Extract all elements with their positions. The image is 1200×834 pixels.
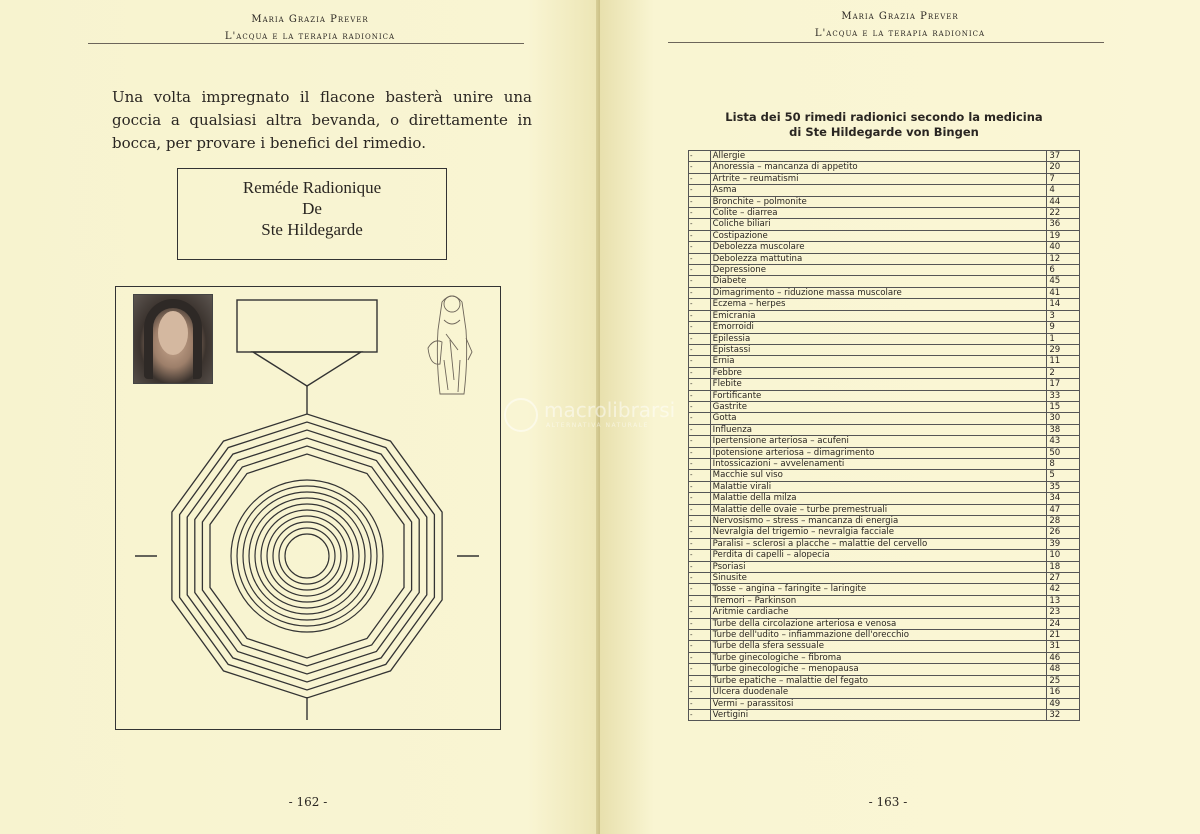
table-row	[689, 527, 1080, 538]
remedy-name: Tremori – Parkinson	[710, 595, 1047, 606]
row-marker: -	[689, 424, 711, 435]
box-title-line-1: Reméde Radionique	[242, 178, 382, 197]
table-row	[689, 173, 1080, 184]
remedy-code: 48	[1047, 664, 1080, 675]
remedy-code: 32	[1047, 709, 1080, 720]
table-row	[689, 664, 1080, 675]
row-marker: -	[689, 504, 711, 515]
chart-concentric-circle	[273, 522, 341, 590]
row-marker: -	[689, 162, 711, 173]
row-marker: -	[689, 709, 711, 720]
remedy-name: Malattie virali	[710, 481, 1047, 492]
remedy-name: Turbe della sfera sessuale	[710, 641, 1047, 652]
table-title-line-1: Lista dei 50 rimedi radionici secondo la medicina	[725, 110, 1043, 124]
row-marker: -	[689, 550, 711, 561]
remedy-name: Eczema – herpes	[710, 299, 1047, 310]
chart-concentric-circle	[285, 534, 329, 578]
table-row	[689, 470, 1080, 481]
remedy-code: 37	[1047, 151, 1080, 162]
remedy-code: 1	[1047, 333, 1080, 344]
row-marker: -	[689, 219, 711, 230]
remedy-name: Nervosismo – stress – mancanza di energia	[710, 516, 1047, 527]
row-marker: -	[689, 151, 711, 162]
remedy-code: 49	[1047, 698, 1080, 709]
row-marker: -	[689, 607, 711, 618]
table-row	[689, 196, 1080, 207]
row-marker: -	[689, 185, 711, 196]
remedy-code: 23	[1047, 607, 1080, 618]
table-row	[689, 253, 1080, 264]
remedy-code: 24	[1047, 618, 1080, 629]
remedy-code: 11	[1047, 356, 1080, 367]
chart-concentric-circle	[237, 486, 377, 626]
box-title-line-2: De	[302, 199, 322, 218]
remedy-name: Fortificante	[710, 390, 1047, 401]
chart-decagon-ring	[172, 414, 442, 698]
remedy-name: Sinusite	[710, 573, 1047, 584]
row-marker: -	[689, 230, 711, 241]
chart-decagon-ring	[180, 422, 435, 690]
table-row	[689, 538, 1080, 549]
remedy-code: 30	[1047, 413, 1080, 424]
row-marker: -	[689, 333, 711, 344]
remedy-code: 27	[1047, 573, 1080, 584]
remedy-name: Artrite – reumatismi	[710, 173, 1047, 184]
remedy-name: Turbe epatiche – malattie del fegato	[710, 675, 1047, 686]
row-marker: -	[689, 664, 711, 675]
remedy-name: Malattie delle ovaie – turbe premestruali	[710, 504, 1047, 515]
row-marker: -	[689, 356, 711, 367]
table-row	[689, 356, 1080, 367]
row-marker: -	[689, 436, 711, 447]
table-row	[689, 151, 1080, 162]
remedy-code: 9	[1047, 322, 1080, 333]
chart-concentric-circle	[243, 492, 371, 620]
remedy-code: 10	[1047, 550, 1080, 561]
watermark-logo-icon	[504, 398, 538, 432]
table-row	[689, 550, 1080, 561]
remedy-code: 35	[1047, 481, 1080, 492]
chart-decagon-ring	[195, 438, 419, 674]
table-row	[689, 687, 1080, 698]
table-row	[689, 208, 1080, 219]
remedy-code: 12	[1047, 253, 1080, 264]
running-header-title: L'acqua e la terapia radionica	[224, 31, 396, 42]
table-row	[689, 641, 1080, 652]
remedy-name: Bronchite – polmonite	[710, 196, 1047, 207]
table-row	[689, 652, 1080, 663]
remedy-name: Aritmie cardiache	[710, 607, 1047, 618]
row-marker: -	[689, 516, 711, 527]
remedy-name: Turbe della circolazione arteriosa e venosa	[710, 618, 1047, 629]
chart-funnel-triangle	[253, 352, 361, 386]
table-row	[689, 573, 1080, 584]
page-number-left: - 162 -	[288, 795, 328, 809]
table-row	[689, 379, 1080, 390]
row-marker: -	[689, 652, 711, 663]
remedy-name: Macchie sul viso	[710, 470, 1047, 481]
remedy-name: Coliche biliari	[710, 219, 1047, 230]
table-row	[689, 287, 1080, 298]
table-row	[689, 413, 1080, 424]
chart-top-rectangle	[237, 300, 377, 352]
hildegarde-portrait-image	[133, 294, 213, 384]
table-row	[689, 436, 1080, 447]
remedy-name: Flebite	[710, 379, 1047, 390]
remedies-table	[688, 150, 1080, 721]
page-number-right: - 163 -	[868, 795, 908, 809]
remedy-name: Psoriasi	[710, 561, 1047, 572]
remedy-name: Costipazione	[710, 230, 1047, 241]
table-row	[689, 390, 1080, 401]
table-row	[689, 424, 1080, 435]
remedy-name: Vermi – parassitosi	[710, 698, 1047, 709]
row-marker: -	[689, 173, 711, 184]
remedy-name: Turbe ginecologiche – menopausa	[710, 664, 1047, 675]
chart-concentric-circle	[255, 504, 359, 608]
remedy-name: Ernia	[710, 356, 1047, 367]
table-row	[689, 242, 1080, 253]
remedy-code: 4	[1047, 185, 1080, 196]
remedy-code: 8	[1047, 458, 1080, 469]
row-marker: -	[689, 584, 711, 595]
remedy-name: Asma	[710, 185, 1047, 196]
row-marker: -	[689, 401, 711, 412]
row-marker: -	[689, 253, 711, 264]
remedy-code: 19	[1047, 230, 1080, 241]
row-marker: -	[689, 538, 711, 549]
table-row	[689, 618, 1080, 629]
row-marker: -	[689, 687, 711, 698]
table-row	[689, 344, 1080, 355]
remedy-name: Ulcera duodenale	[710, 687, 1047, 698]
row-marker: -	[689, 481, 711, 492]
table-row	[689, 367, 1080, 378]
remedy-name: Gotta	[710, 413, 1047, 424]
table-row	[689, 698, 1080, 709]
table-row	[689, 481, 1080, 492]
table-row	[689, 561, 1080, 572]
header-rule	[668, 42, 1104, 43]
table-row	[689, 493, 1080, 504]
remedy-name: Debolezza mattutina	[710, 253, 1047, 264]
remedy-name: Colite – diarrea	[710, 208, 1047, 219]
table-row	[689, 709, 1080, 720]
body-paragraph: Una volta impregnato il flacone basterà unire una goccia a qualsiasi altra bevanda, o direttamente in bocca, per provare i benefici del rimedio.	[112, 88, 532, 152]
running-header-title: L'acqua e la terapia radionica	[814, 28, 986, 39]
chart-concentric-circle	[279, 528, 335, 584]
remedy-code: 20	[1047, 162, 1080, 173]
row-marker: -	[689, 413, 711, 424]
table-row	[689, 185, 1080, 196]
table-row	[689, 333, 1080, 344]
row-marker: -	[689, 698, 711, 709]
remedy-name: Nevralgia del trigemio – nevralgia facciale	[710, 527, 1047, 538]
header-rule	[88, 43, 524, 44]
row-marker: -	[689, 208, 711, 219]
remedy-code: 18	[1047, 561, 1080, 572]
remedy-code: 39	[1047, 538, 1080, 549]
row-marker: -	[689, 493, 711, 504]
table-row	[689, 458, 1080, 469]
remedy-name: Paralisi – sclerosi a placche – malattie del cervello	[710, 538, 1047, 549]
remedy-code: 17	[1047, 379, 1080, 390]
remedy-code: 26	[1047, 527, 1080, 538]
remedy-name: Emorroidi	[710, 322, 1047, 333]
table-row	[689, 322, 1080, 333]
table-row	[689, 607, 1080, 618]
row-marker: -	[689, 447, 711, 458]
chart-concentric-circle	[231, 480, 383, 632]
table-row	[689, 310, 1080, 321]
remedy-name: Ipotensione arteriosa – dimagrimento	[710, 447, 1047, 458]
remedy-name: Influenza	[710, 424, 1047, 435]
table-row	[689, 265, 1080, 276]
remedy-code: 5	[1047, 470, 1080, 481]
table-row	[689, 299, 1080, 310]
table-row	[689, 516, 1080, 527]
remedy-code: 7	[1047, 173, 1080, 184]
row-marker: -	[689, 458, 711, 469]
remedy-name: Depressione	[710, 265, 1047, 276]
portrait-veil	[144, 299, 202, 379]
remedy-name: Febbre	[710, 367, 1047, 378]
remedy-name: Intossicazioni – avvelenamenti	[710, 458, 1047, 469]
row-marker: -	[689, 322, 711, 333]
remedy-code: 42	[1047, 584, 1080, 595]
row-marker: -	[689, 595, 711, 606]
remedy-name: Turbe ginecologiche – fibroma	[710, 652, 1047, 663]
chart-decagon-ring	[202, 446, 411, 666]
remedy-code: 22	[1047, 208, 1080, 219]
remedies-table-title	[688, 110, 1080, 140]
table-row	[689, 595, 1080, 606]
remedy-name: Emicrania	[710, 310, 1047, 321]
row-marker: -	[689, 310, 711, 321]
remedy-code: 13	[1047, 595, 1080, 606]
table-row	[689, 162, 1080, 173]
remedy-code: 28	[1047, 516, 1080, 527]
chart-decagon-ring	[210, 454, 404, 658]
table-row	[689, 675, 1080, 686]
row-marker: -	[689, 618, 711, 629]
row-marker: -	[689, 344, 711, 355]
row-marker: -	[689, 561, 711, 572]
running-header-author: Maria Grazia Prever	[251, 14, 369, 25]
table-row	[689, 447, 1080, 458]
watermark-tagline: ALTERNATIVA NATURALE	[546, 422, 649, 429]
remedy-code: 3	[1047, 310, 1080, 321]
remedy-code: 6	[1047, 265, 1080, 276]
remedy-code: 15	[1047, 401, 1080, 412]
row-marker: -	[689, 527, 711, 538]
remedy-code: 45	[1047, 276, 1080, 287]
remedy-code: 34	[1047, 493, 1080, 504]
remedy-name: Epilessia	[710, 333, 1047, 344]
box-title-line-3: Ste Hildegarde	[261, 220, 363, 239]
table-row	[689, 230, 1080, 241]
remedy-name: Anoressia – mancanza di appetito	[710, 162, 1047, 173]
table-row	[689, 630, 1080, 641]
remedy-code: 41	[1047, 287, 1080, 298]
row-marker: -	[689, 265, 711, 276]
chart-concentric-circle	[261, 510, 353, 602]
remedy-code: 46	[1047, 652, 1080, 663]
table-row	[689, 401, 1080, 412]
table-row	[689, 504, 1080, 515]
remedy-name: Turbe dell'udito – infiammazione dell'orecchio	[710, 630, 1047, 641]
row-marker: -	[689, 299, 711, 310]
remedy-name: Tosse – angina – faringite – laringite	[710, 584, 1047, 595]
remedy-name: Vertigini	[710, 709, 1047, 720]
remedy-code: 25	[1047, 675, 1080, 686]
table-row	[689, 276, 1080, 287]
remedy-code: 31	[1047, 641, 1080, 652]
remedy-name: Epistassi	[710, 344, 1047, 355]
remedy-name: Malattie della milza	[710, 493, 1047, 504]
remedy-title-box	[177, 168, 447, 260]
remedy-name: Debolezza muscolare	[710, 242, 1047, 253]
row-marker: -	[689, 276, 711, 287]
running-header-author: Maria Grazia Prever	[841, 11, 959, 22]
table-title-line-2: di Ste Hildegarde von Bingen	[789, 125, 979, 139]
remedy-name: Dimagrimento – riduzione massa muscolare	[710, 287, 1047, 298]
row-marker: -	[689, 675, 711, 686]
remedy-code: 21	[1047, 630, 1080, 641]
remedy-name: Ipertensione arteriosa – acufeni	[710, 436, 1047, 447]
remedy-code: 2	[1047, 367, 1080, 378]
table-row	[689, 219, 1080, 230]
remedy-name: Diabete	[710, 276, 1047, 287]
remedy-code: 33	[1047, 390, 1080, 401]
remedy-code: 47	[1047, 504, 1080, 515]
remedy-code: 38	[1047, 424, 1080, 435]
row-marker: -	[689, 470, 711, 481]
remedy-name: Perdita di capelli – alopecia	[710, 550, 1047, 561]
row-marker: -	[689, 390, 711, 401]
remedy-code: 43	[1047, 436, 1080, 447]
row-marker: -	[689, 196, 711, 207]
row-marker: -	[689, 367, 711, 378]
hildegarde-statue-drawing	[420, 290, 482, 400]
remedy-code: 29	[1047, 344, 1080, 355]
row-marker: -	[689, 573, 711, 584]
remedy-code: 36	[1047, 219, 1080, 230]
row-marker: -	[689, 641, 711, 652]
row-marker: -	[689, 630, 711, 641]
remedy-code: 44	[1047, 196, 1080, 207]
publisher-watermark	[500, 396, 720, 440]
row-marker: -	[689, 242, 711, 253]
remedy-code: 50	[1047, 447, 1080, 458]
watermark-brand: macrolibrarsi	[544, 398, 676, 422]
remedy-code: 40	[1047, 242, 1080, 253]
chart-decagon-ring	[187, 430, 427, 682]
remedy-code: 14	[1047, 299, 1080, 310]
remedy-code: 16	[1047, 687, 1080, 698]
row-marker: -	[689, 379, 711, 390]
table-row	[689, 584, 1080, 595]
row-marker: -	[689, 287, 711, 298]
remedy-name: Gastrite	[710, 401, 1047, 412]
remedy-name: Allergie	[710, 151, 1047, 162]
